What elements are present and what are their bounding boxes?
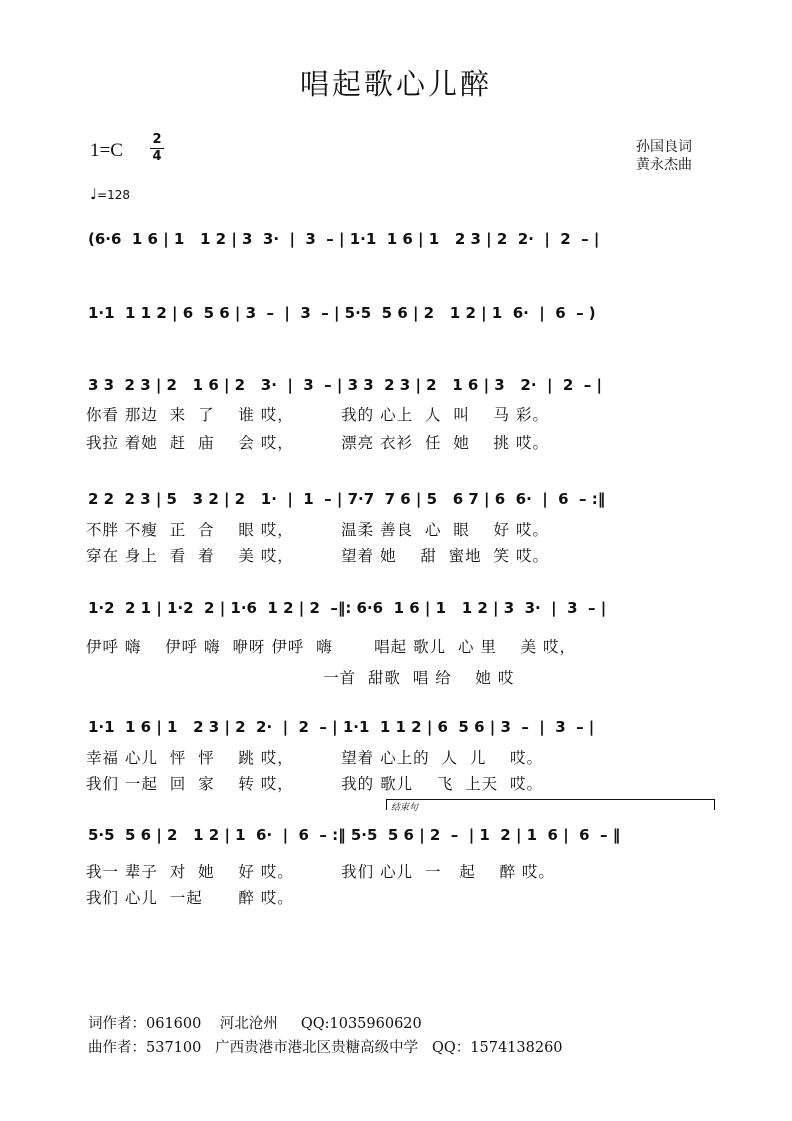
ending-label: 结束句: [391, 803, 419, 813]
lyric-line: 幸福 心儿 怦 怦 跳 哎， 望着 心上的 人 儿 哎。: [86, 749, 544, 767]
tempo-value: =128: [97, 188, 131, 202]
ending-bracket: [386, 799, 715, 810]
footer-composer-info: 曲作者：537100 广西贵港市港北区贵糖高级中学 QQ：1574138260: [88, 1040, 563, 1056]
time-signature-top: 2: [152, 132, 162, 147]
time-signature: [150, 133, 164, 164]
lyric-line: 我们 心儿 一起 醉 哎。: [86, 889, 294, 907]
music-line-4: 2 2 2 3 | 5 3 2 | 2 1· | 1 – | 7·7 7 6 | 5 6 7 | 6 6· | 6 – :‖: [88, 490, 606, 508]
lyric-line: 伊呼 嗨 伊呼 嗨 咿呀 伊呼 嗨 唱起 歌儿 心 里 美 哎，: [86, 638, 577, 656]
lyric-line: 我拉 着她 赶 庙 会 哎， 漂亮 衣衫 任 她 挑 哎。: [86, 434, 549, 452]
quarter-note-icon: ♩: [90, 185, 98, 203]
time-signature-bottom: 4: [152, 149, 162, 164]
music-line-5: 1·2 2 1 | 1·2 2 | 1·6 1 2 | 2 –‖: 6·6 1 6 | 1 1 2 | 3 3· | 3 – |: [88, 599, 607, 617]
tempo-marking: [90, 185, 130, 203]
credits: [636, 138, 692, 174]
page-title: 唱起歌心儿醉: [299, 67, 492, 101]
key-signature: 1=C: [90, 140, 123, 161]
lyric-line: 一首 甜歌 唱 给 她 哎: [86, 669, 515, 687]
lyric-line: 不胖 不瘦 正 合 眼 哎， 温柔 善良 心 眼 好 哎。: [86, 521, 549, 539]
music-line-6: 1·1 1 6 | 1 2 3 | 2 2· | 2 – | 1·1 1 1 2 | 6 5 6 | 3 – | 3 – |: [88, 718, 595, 736]
footer-lyricist-info: 词作者：061600 河北沧州 QQ:1035960620: [88, 1016, 422, 1032]
composer-credit: 黄永杰曲: [636, 157, 692, 173]
music-line-1: (6·6 1 6 | 1 1 2 | 3 3· | 3 – | 1·1 1 6 | 1 2 3 | 2 2· | 2 – |: [88, 230, 600, 248]
music-line-7: 5·5 5 6 | 2 1 2 | 1 6· | 6 – :‖ 5·5 5 6 | 2 – | 1 2 | 1 6 | 6 – ‖: [88, 826, 621, 844]
lyric-line: 我一 辈子 对 她 好 哎。 我们 心儿 一 起 醉 哎。: [86, 863, 555, 881]
music-line-2: 1·1 1 1 2 | 6 5 6 | 3 – | 3 – | 5·5 5 6 | 2 1 2 | 1 6· | 6 – ): [88, 304, 596, 322]
lyricist-credit: 孙国良词: [636, 139, 692, 155]
lyric-line: 我们 一起 回 家 转 哎， 我的 歌儿 飞 上天 哎。: [86, 775, 544, 793]
lyric-line: 穿在 身上 看 着 美 哎， 望着 她 甜 蜜地 笑 哎。: [86, 547, 549, 565]
music-line-3: 3 3 2 3 | 2 1 6 | 2 3· | 3 – | 3 3 2 3 | 2 1 6 | 3 2· | 2 – |: [88, 376, 602, 394]
lyric-line: 你看 那边 来 了 谁 哎， 我的 心上 人 叫 马 彩。: [86, 406, 549, 424]
